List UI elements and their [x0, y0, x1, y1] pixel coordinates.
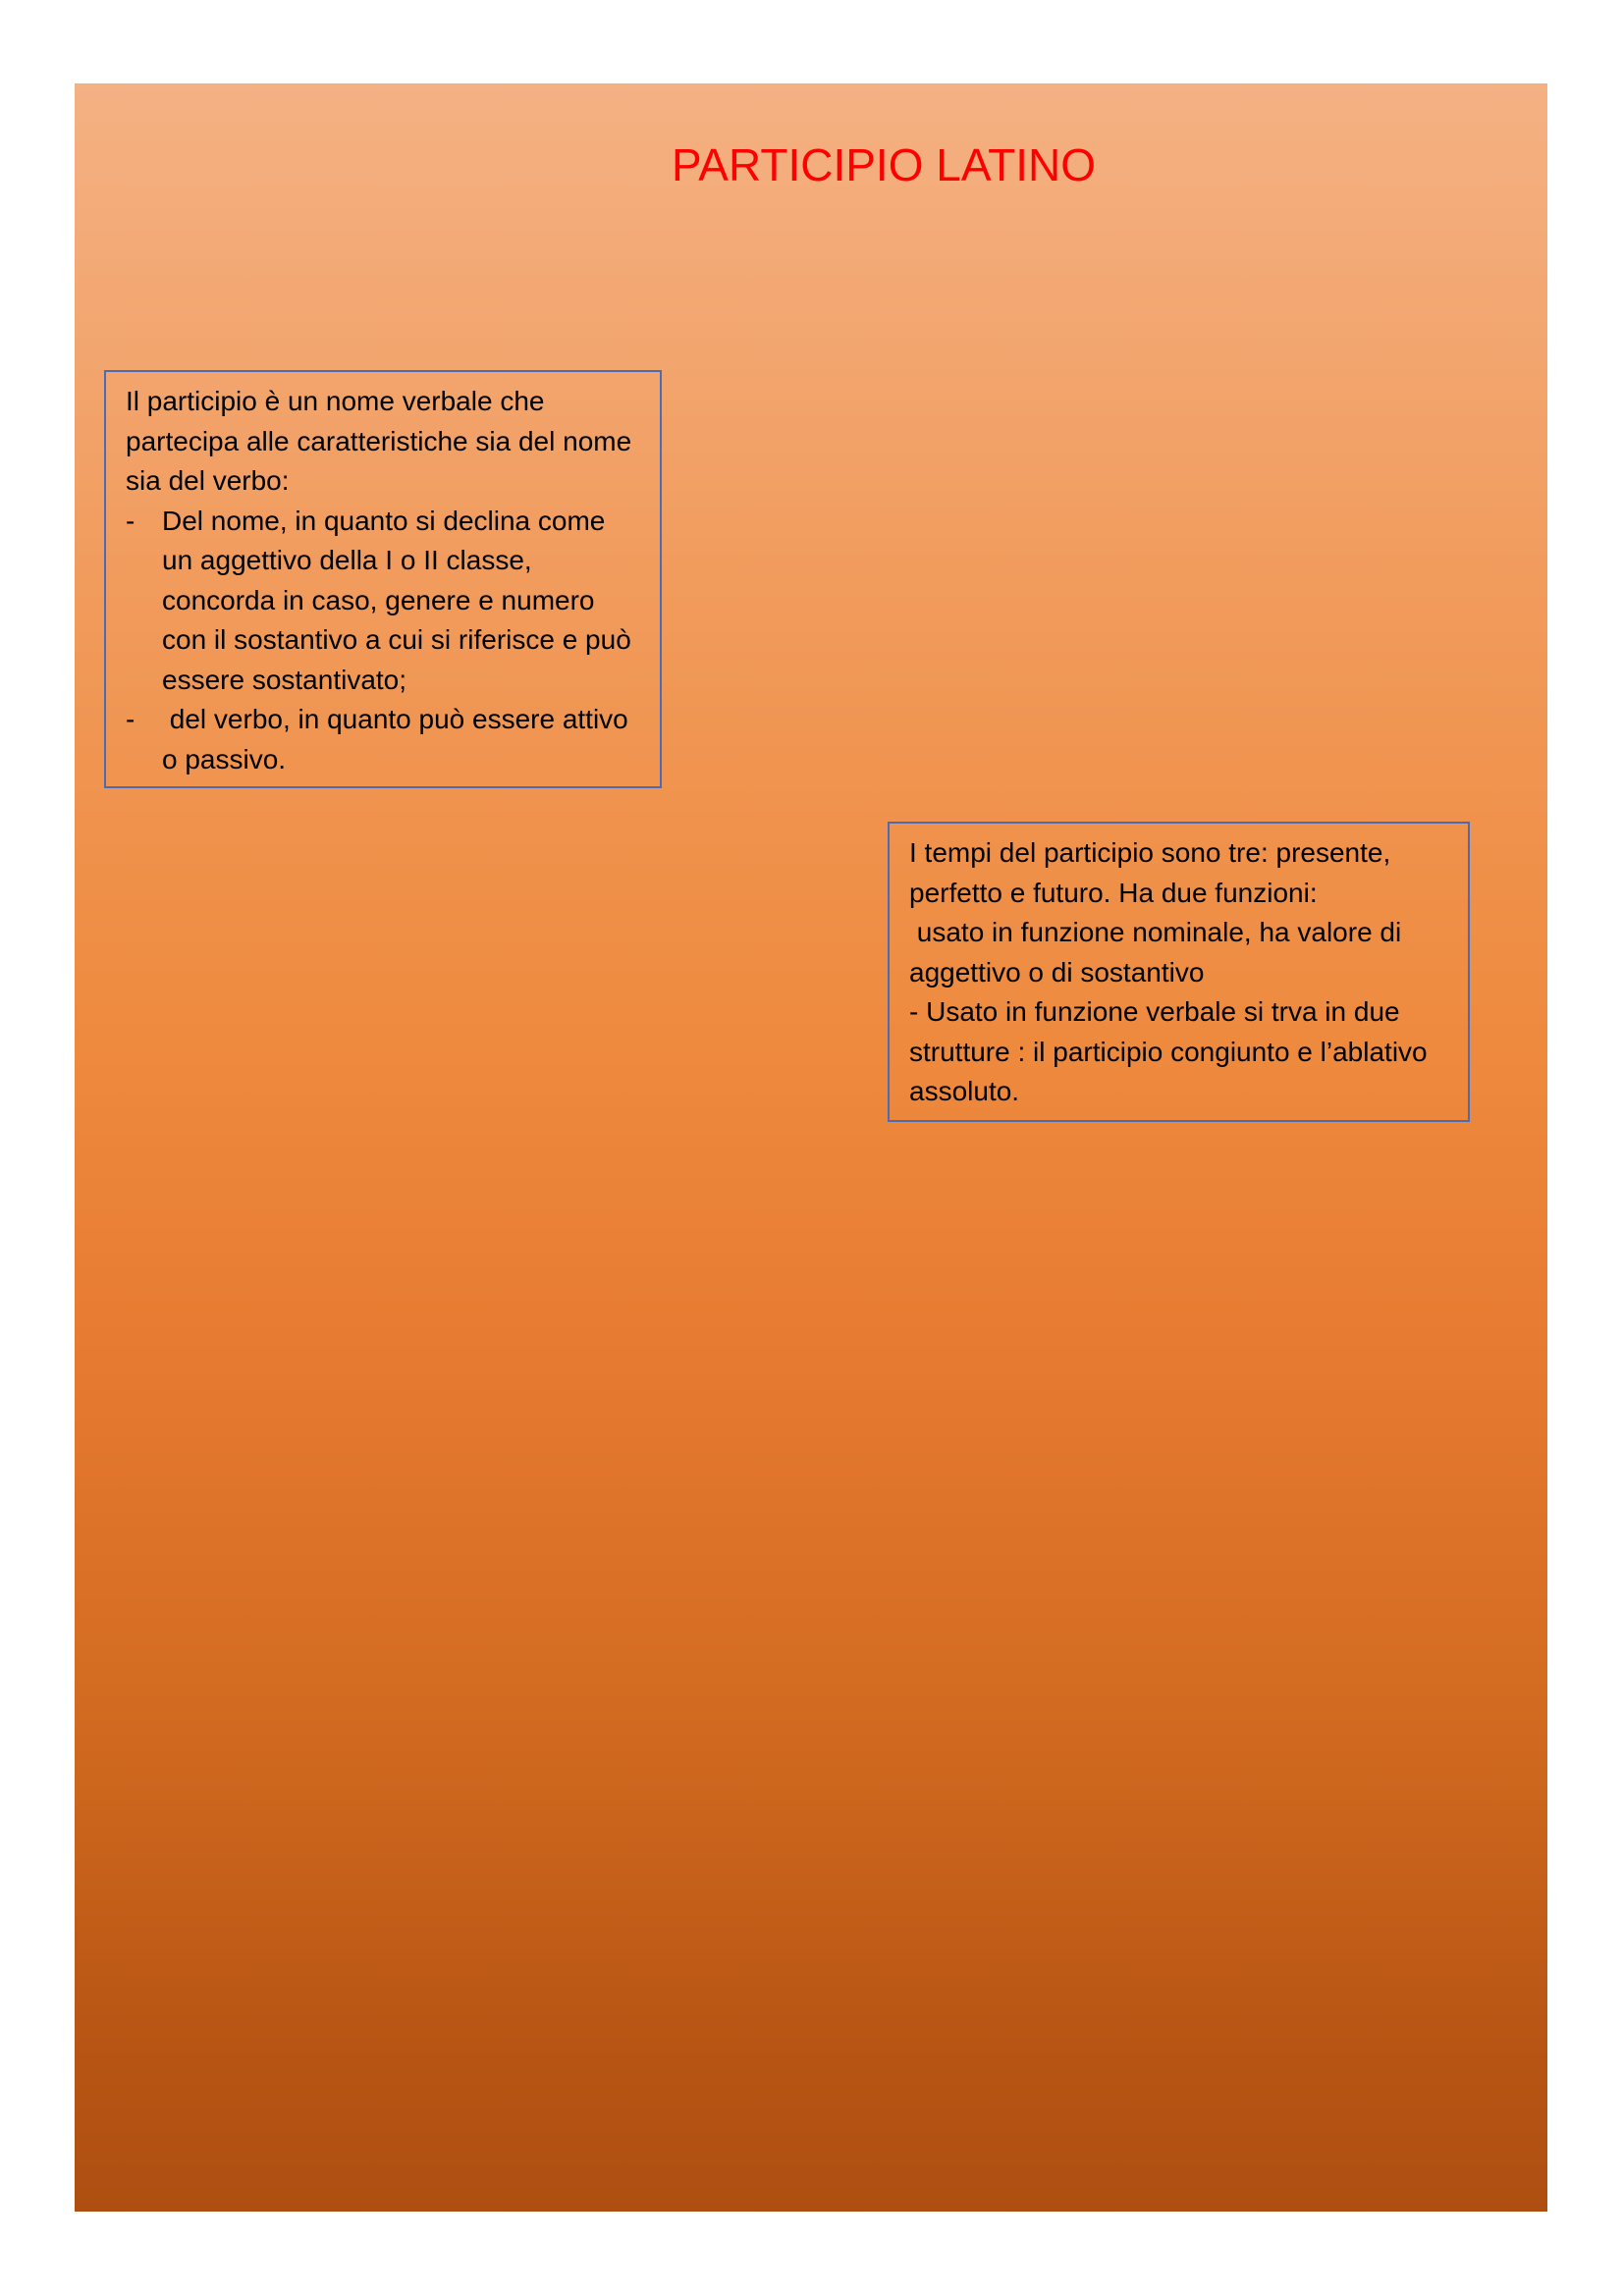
list-item [126, 502, 642, 701]
definition-intro: Il participio è un nome verbale che partecipa alle caratteristiche sia del nome sia del verbo: [126, 386, 632, 496]
definition-list [126, 502, 642, 780]
page-title: PARTICIPIO LATINO [672, 139, 1096, 190]
definition-textbox [104, 370, 662, 788]
list-item [126, 700, 642, 779]
list-item-text: Del nome, in quanto si declina come un aggettivo della I o II classe, concorda in caso, genere e numero con il sostantivo a cui si riferisce e può essere sostantivato; [162, 505, 631, 695]
tenses-intro: I tempi del participio sono tre: presente, perfetto e futuro. Ha due funzioni: [909, 837, 1391, 908]
list-dash: - [126, 505, 135, 536]
nominal-function-text: usato in funzione nominale, ha valore di aggettivo o di sostantivo [909, 917, 1409, 988]
slide-background [75, 83, 1547, 2212]
list-dash: - [126, 704, 135, 734]
tenses-textbox [888, 822, 1470, 1122]
list-item-text: del verbo, in quanto può essere attivo o passivo. [162, 704, 636, 774]
verbal-function-text: - Usato in funzione verbale si trva in due strutture : il participio congiunto e l’ablativo assoluto. [909, 996, 1428, 1106]
